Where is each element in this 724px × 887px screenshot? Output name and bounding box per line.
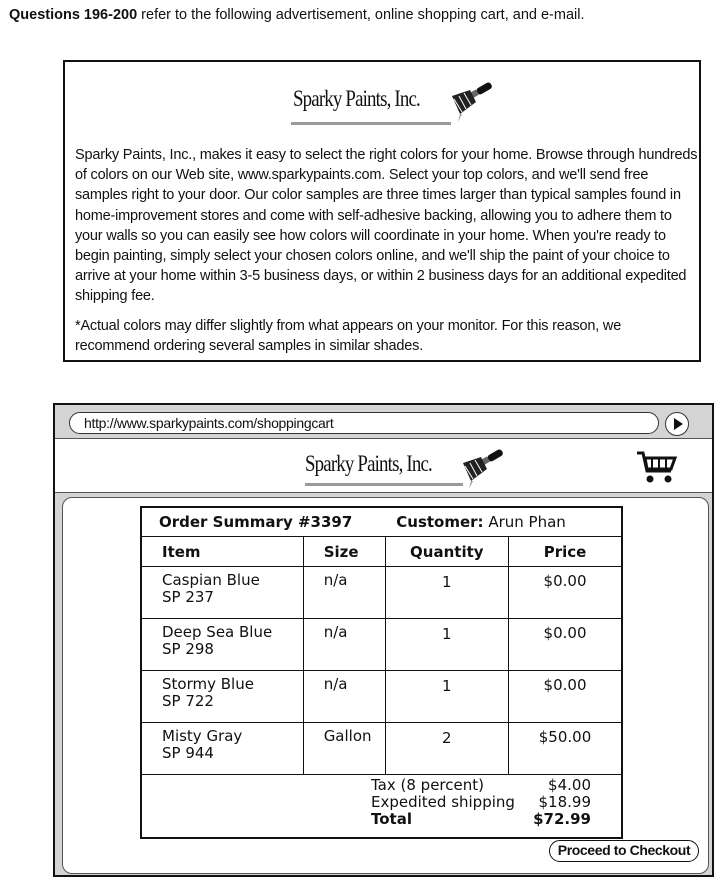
table-header-row bbox=[141, 537, 622, 567]
item-price: $0.00 bbox=[543, 624, 587, 642]
order-summary-table bbox=[140, 506, 623, 839]
site-logo[interactable] bbox=[305, 451, 460, 477]
site-header bbox=[55, 438, 712, 493]
totals-labels bbox=[371, 777, 515, 828]
item-price: $50.00 bbox=[538, 728, 592, 746]
ad-footnote: *Actual colors may differ slightly from what appears on your monitor. For this reason, we recommend ordering several samples in similar shades. bbox=[75, 318, 622, 354]
proceed-to-checkout-button[interactable]: Proceed to Checkout bbox=[549, 840, 699, 862]
go-button[interactable] bbox=[665, 412, 689, 436]
question-range: Questions 196-200 bbox=[9, 7, 138, 23]
ad-logo-underline bbox=[291, 122, 451, 125]
column-header: Price bbox=[509, 537, 622, 567]
item-quantity: 2 bbox=[442, 729, 452, 747]
item-size: Gallon bbox=[323, 727, 372, 745]
total-value: $72.99 bbox=[533, 810, 591, 828]
item-price: $0.00 bbox=[543, 676, 587, 694]
item-size: n/a bbox=[323, 571, 348, 589]
customer-label: Customer: bbox=[396, 513, 484, 531]
item-name: Stormy Blue bbox=[162, 675, 254, 693]
total-label: Total bbox=[371, 810, 412, 828]
item-size: n/a bbox=[323, 675, 348, 693]
item-quantity: 1 bbox=[442, 625, 452, 643]
questions-header bbox=[9, 7, 584, 23]
table-row bbox=[141, 723, 622, 775]
table-row bbox=[141, 671, 622, 723]
column-header: Size bbox=[303, 537, 385, 567]
shipping-value: $18.99 bbox=[538, 793, 591, 811]
customer-name: Arun Phan bbox=[488, 513, 566, 531]
ad-logo bbox=[293, 86, 448, 112]
totals-values bbox=[533, 777, 591, 828]
tax-value: $4.00 bbox=[548, 776, 591, 794]
paintbrush-icon bbox=[461, 449, 507, 491]
item-name: Misty Gray bbox=[162, 727, 243, 745]
item-size: n/a bbox=[323, 623, 348, 641]
shipping-label: Expedited shipping bbox=[371, 793, 515, 811]
table-row bbox=[141, 619, 622, 671]
item-quantity: 1 bbox=[442, 573, 452, 591]
advertisement bbox=[63, 60, 701, 362]
ad-body-text: Sparky Paints, Inc., makes it easy to select the right colors for your home. Browse through hundreds of colors on our Web site, www.sparkypaints.com. Select your top colors, and we'll send free samples right to your door. Our color samples are three times larger than typical samples found in home-improvement stores and come with self-adhesive backing, allowing you to adhere them to your walls so you can easily see how colors will coordinate in your home. When you're ready to begin painting, simply select your chosen colors online, and we'll ship the paint of your choice to arrive at your home within 3-5 business days, or within 2 business days for an additional expedited shipping fee. bbox=[75, 147, 698, 305]
item-name: Caspian Blue bbox=[162, 571, 260, 589]
site-logo-underline bbox=[305, 483, 463, 486]
item-code: SP 237 bbox=[162, 588, 214, 606]
ad-logo-text: Sparky Paints, Inc. bbox=[293, 86, 420, 111]
question-instructions: refer to the following advertisement, online shopping cart, and e-mail. bbox=[137, 7, 585, 23]
item-price: $0.00 bbox=[543, 572, 587, 590]
shopping-cart-icon[interactable] bbox=[635, 449, 679, 485]
column-header: Quantity bbox=[385, 537, 509, 567]
column-header: Item bbox=[141, 537, 303, 567]
order-number: Order Summary #3397 bbox=[159, 513, 353, 531]
totals-row bbox=[141, 775, 622, 839]
tax-label: Tax (8 percent) bbox=[371, 776, 484, 794]
paintbrush-icon bbox=[450, 82, 496, 124]
table-row bbox=[141, 567, 622, 619]
item-quantity: 1 bbox=[442, 677, 452, 695]
url-text: http://www.sparkypaints.com/shoppingcart bbox=[84, 415, 334, 431]
item-code: SP 298 bbox=[162, 640, 214, 658]
site-logo-text: Sparky Paints, Inc. bbox=[305, 451, 432, 476]
url-bar[interactable] bbox=[69, 412, 659, 434]
item-name: Deep Sea Blue bbox=[162, 623, 273, 641]
item-code: SP 722 bbox=[162, 692, 214, 710]
order-summary-header bbox=[141, 507, 622, 537]
item-code: SP 944 bbox=[162, 744, 214, 762]
